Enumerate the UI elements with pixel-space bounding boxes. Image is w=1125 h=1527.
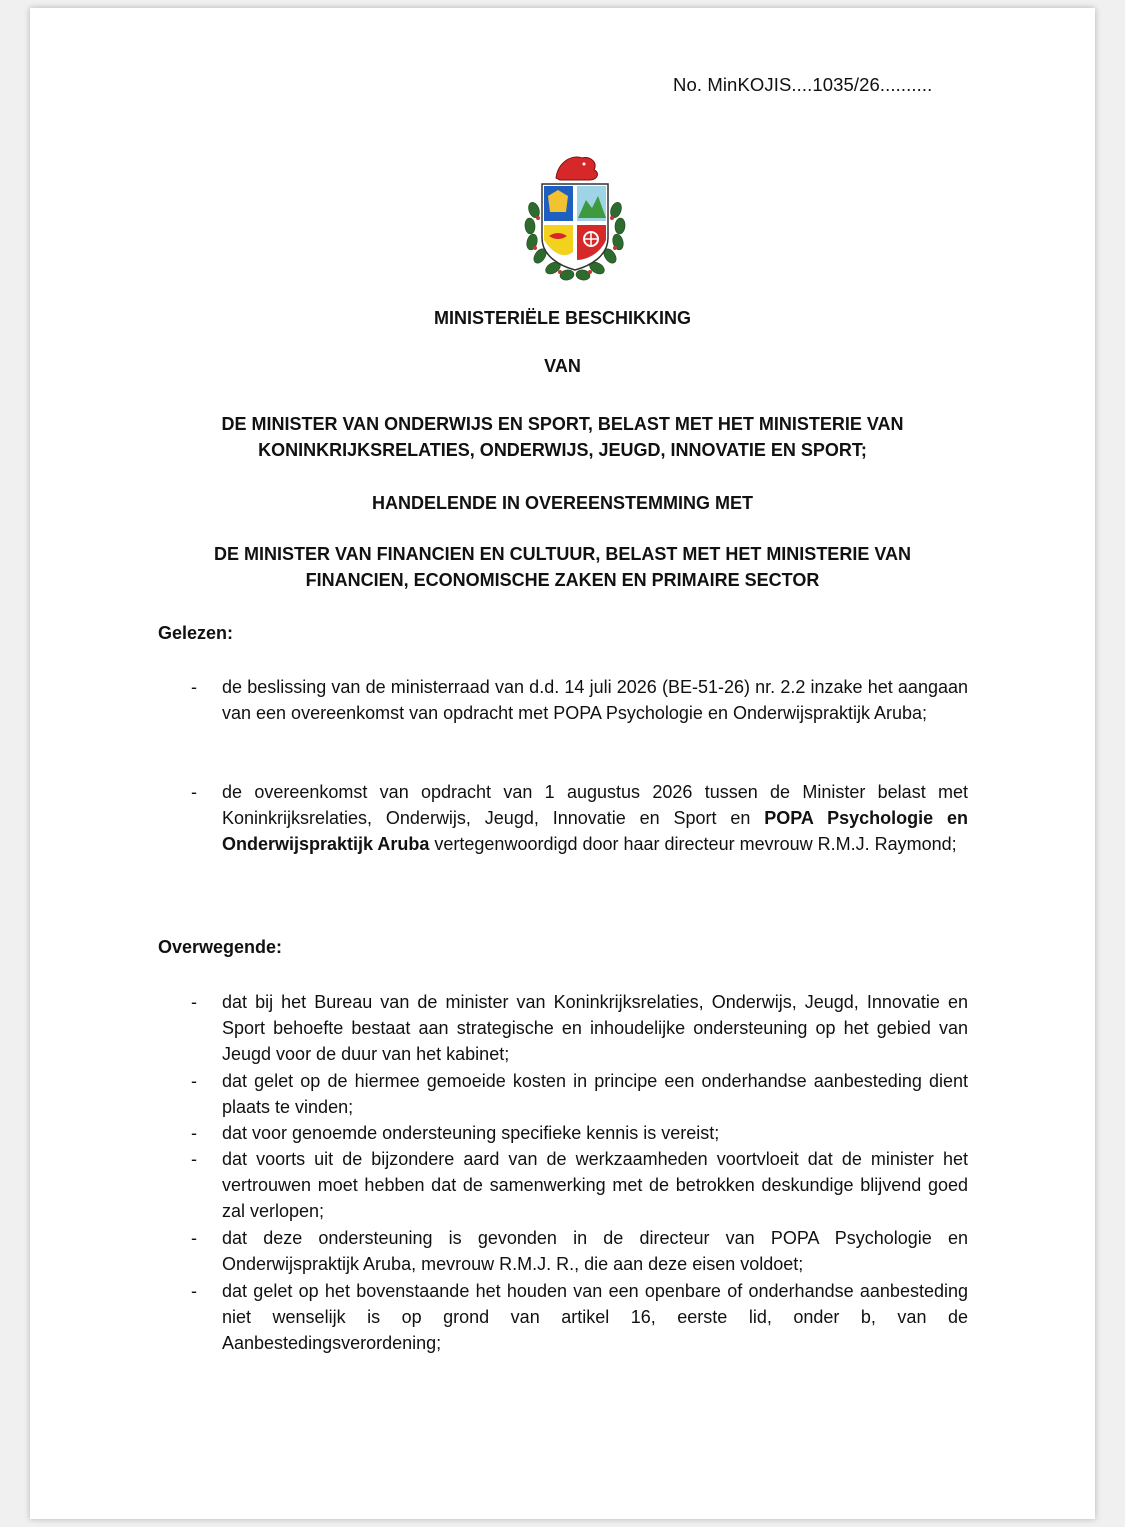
list-item-text: dat deze ondersteuning is gevonden in de directeur van POPA Psychologie en Onderwijspraktijk Aruba, mevrouw R.M.J. R., die aan deze eisen voldoet; xyxy=(222,1228,968,1274)
list-item xyxy=(158,1146,968,1224)
list-item xyxy=(158,1120,968,1146)
list-item-text: dat voorts uit de bijzondere aard van de werkzaamheden voortvloeit dat de minister het vertrouwen moet hebben dat de samenwerking met de betrokken deskundige blijvend goed zal verlopen; xyxy=(222,1149,968,1221)
heading-ministeriele-beschikking: MINISTERIËLE BESCHIKKING xyxy=(433,308,692,328)
list-item-text xyxy=(222,779,968,857)
aruba-coat-of-arms-icon xyxy=(520,148,630,283)
heading-minister-onderwijs: DE MINISTER VAN ONDERWIJS EN SPORT, BELAST MET HET MINISTERIE VAN KONINKRIJKSRELATIES, ONDERWIJS, JEUGD, INNOVATIE EN SPORT; xyxy=(221,414,904,460)
list-item xyxy=(158,1225,968,1277)
list-item-text: de beslissing van de ministerraad van d.d. 14 juli 2026 (BE-51-26) nr. 2.2 inzake het aangaan van een overeenkomst van opdracht met POPA Psychologie en Onderwijspraktijk Aruba; xyxy=(222,677,968,723)
list-item-text: dat gelet op het bovenstaande het houden van een openbare of onderhandse aanbesteding niet wenselijk is op grond van artikel 16, eerste lid, onder b, van de Aanbestedingsverordening; xyxy=(222,1281,968,1353)
list-item xyxy=(158,1068,968,1120)
list-dash: - xyxy=(191,1149,197,1169)
list-item-text: dat bij het Bureau van de minister van Koninkrijksrelaties, Onderwijs, Jeugd, Innovatie en Sport behoefte bestaat aan strategische en inhoudelijke ondersteuning op het gebied van Jeugd voor de duur van het kabinet; xyxy=(222,992,968,1064)
list-dash: - xyxy=(191,1071,197,1091)
list-dash: - xyxy=(191,992,197,1012)
section-label-overwegende: Overwegende: xyxy=(158,937,283,957)
list-item xyxy=(158,989,968,1067)
heading-van: VAN xyxy=(544,356,581,376)
document-number: No. MinKOJIS....1035/26.......... xyxy=(673,74,933,95)
list-item-text: dat voor genoemde ondersteuning specifieke kennis is vereist; xyxy=(222,1123,720,1143)
list-dash: - xyxy=(191,1281,197,1301)
heading-minister-financien: DE MINISTER VAN FINANCIEN EN CULTUUR, BELAST MET HET MINISTERIE VAN FINANCIEN, ECONOMISCHE ZAKEN EN PRIMAIRE SECTOR xyxy=(213,544,911,590)
list-item-text-part: de overeenkomst van opdracht van 1 augustus 2026 tussen de Minister belast met Koninkrijksrelaties, Onderwijs, Jeugd, Innovatie en Sport en xyxy=(222,782,968,828)
section-label-gelezen: Gelezen: xyxy=(158,623,234,643)
heading-handelende: HANDELENDE IN OVEREENSTEMMING MET xyxy=(371,493,754,513)
list-item xyxy=(158,674,968,726)
document-page xyxy=(30,8,1095,1519)
list-dash: - xyxy=(191,677,197,697)
list-item xyxy=(158,1278,968,1356)
list-dash: - xyxy=(191,1228,197,1248)
list-item-text-bold: POPA Psychologie en Onderwijspraktijk Aruba xyxy=(222,808,968,854)
list-dash: - xyxy=(191,782,197,802)
list-item xyxy=(158,779,968,857)
list-item-text: dat gelet op de hiermee gemoeide kosten in principe een onderhandse aanbesteding dient plaats te vinden; xyxy=(222,1071,968,1117)
list-item-text-part: vertegenwoordigd door haar directeur mevrouw R.M.J. Raymond; xyxy=(429,834,957,854)
list-dash: - xyxy=(191,1123,197,1143)
